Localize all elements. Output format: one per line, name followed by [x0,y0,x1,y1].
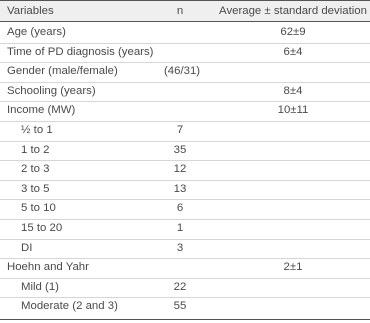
row-n: 22 [173,280,187,293]
table-row [0,181,370,201]
row-n: 3 [176,241,184,254]
row-label: Hoehn and Yahr [7,261,89,274]
table-row [0,220,370,240]
table-row [0,298,370,318]
row-n: 13 [173,182,187,195]
table-row [0,240,370,260]
table-row [0,279,370,299]
table-row [0,259,370,279]
row-label: 2 to 3 [21,163,50,176]
row-label: ½ to 1 [21,124,53,136]
row-label: Schooling (years) [7,84,96,97]
row-label: 5 to 10 [21,202,56,215]
table-row [0,24,370,44]
row-average: 6±4 [283,45,303,58]
row-label: Income (MW) [7,104,76,117]
table-row [0,102,370,122]
row-label: Time of PD diagnosis (years) [7,45,154,58]
table-header [0,0,370,22]
row-n: 55 [173,300,187,313]
row-label: Moderate (2 and 3) [21,300,118,313]
table-row [0,200,370,220]
table-row [0,44,370,64]
row-label: 15 to 20 [21,222,63,234]
row-label: Age (years) [7,26,66,38]
row-label: Gender (male/female) [7,65,118,78]
row-n: 7 [176,124,184,136]
row-n: 12 [173,163,187,176]
row-label: 3 to 5 [21,182,50,195]
table-row [0,161,370,181]
table-row [0,63,370,83]
row-average: 8±4 [283,84,303,97]
row-label: Mild (1) [21,280,59,293]
row-average: 2±1 [283,261,303,274]
header-variables: Variables [7,5,54,17]
table-row [0,83,370,103]
row-average: 10±11 [277,104,309,117]
row-n: 1 [176,222,184,234]
header-n: n [176,5,184,17]
table-row [0,122,370,142]
row-label: DI [21,241,33,254]
row-label: 1 to 2 [21,143,50,156]
table-row [0,142,370,162]
row-n: 6 [176,202,184,215]
header-average: Average ± standard deviation [219,5,367,17]
table-bottom-rule [0,319,370,320]
row-n: (46/31) [164,65,201,78]
row-n: 35 [173,143,187,156]
row-average: 62±9 [280,26,306,38]
